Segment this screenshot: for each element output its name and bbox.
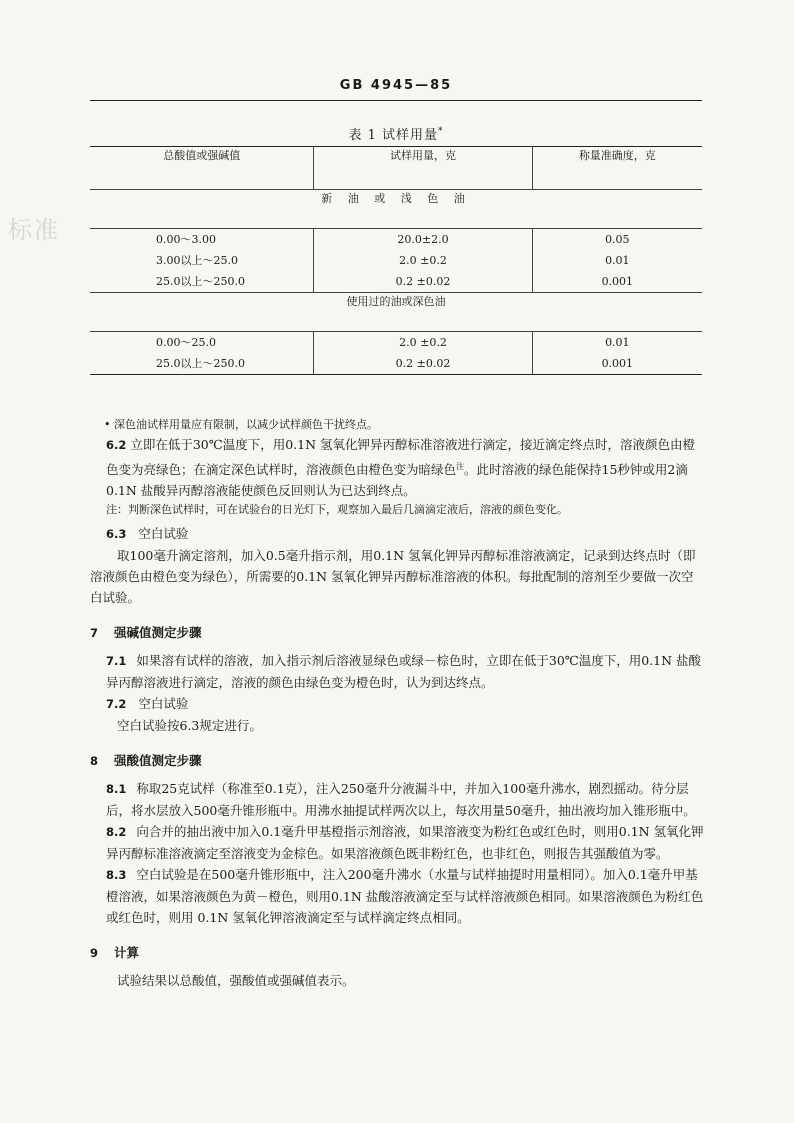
clause-title: 空白试验 <box>138 526 189 542</box>
paragraph-text: 称取25克试样（称准至0.1克），注入250毫升分液漏斗中，并加入100毫升沸水，剧烈摇动。待分层后，将水层放入500毫升锥形瓶中。用沸水抽提试样两次以上，每次用量50毫升，抽出液均加入锥形瓶中。 <box>106 781 696 819</box>
document-body <box>90 416 704 991</box>
section-9-heading <box>90 942 704 964</box>
section-title: 计算 <box>114 945 140 961</box>
paragraph-text: 向合并的抽出液中加入0.1毫升甲基橙指示剂溶液，如果溶液变为粉红色或红色时，则用0.1N 氢氧化钾异丙醇标准溶液滴定至溶液变为金棕色。如果溶液颜色既非粉红色，也非红色，则报告其强酸值为零。 <box>106 824 704 862</box>
clause-number: 7.2 <box>106 697 127 712</box>
clause-7-2-heading <box>90 693 704 715</box>
table-cell <box>314 332 532 375</box>
section-8-heading <box>90 750 704 772</box>
section-title: 强碱值测定步骤 <box>114 625 202 641</box>
column-header: 总酸值或强碱值 <box>90 147 314 190</box>
table-title-mark: * <box>438 126 444 137</box>
clause-number: 7.1 <box>106 654 127 669</box>
clause-number: 8.3 <box>106 868 127 883</box>
table-row <box>90 229 702 293</box>
side-watermark: 标准 <box>8 216 60 244</box>
table-row <box>90 332 702 375</box>
cell-value: 0.001 <box>601 275 634 288</box>
paragraph-6-3: 取100毫升滴定溶剂，加入0.5毫升指示剂，用0.1N 氢氧化钾异丙醇标准溶液滴定，记录到达终点时（即溶液颜色由橙色变为绿色），所需要的0.1N 氢氧化钾异丙醇标准溶液的体积。每批配制的溶剂至少要做一次空白试验。 <box>90 548 696 606</box>
paragraph-text: 如果溶有试样的溶液，加入指示剂后溶液显绿色或绿－棕色时，立即在低于30℃温度下，用0.1N 盐酸异丙醇溶液进行滴定，溶液的颜色由绿色变为橙色时，认为到达终点。 <box>106 653 702 691</box>
clause-title: 空白试验 <box>138 696 189 712</box>
section-title: 强酸值测定步骤 <box>114 753 202 769</box>
cell-value: 0.2 ±0.02 <box>395 275 451 288</box>
column-header: 试样用量，克 <box>314 147 532 190</box>
section-label: 使用过的油或深色油 <box>90 293 702 332</box>
table-section-row <box>90 190 702 229</box>
cell-value: 20.0±2.0 <box>397 233 449 246</box>
section-label: 新 油 或 浅 色 油 <box>90 190 702 229</box>
table-cell <box>90 332 314 375</box>
note-6-2: 注：判断深色试样时，可在试验台的日光灯下，观察加入最后几滴滴定液后，溶液的颜色变化。 <box>106 503 568 517</box>
paragraph-text: 立即在低于30℃温度下，用0.1N 氢氧化钾异丙醇标准溶液进行滴定，接近滴定终点时，溶液颜色由橙色变为亮绿色；在滴定深色试样时，溶液颜色由橙色变为暗绿色 <box>106 437 696 478</box>
cell-value: 0.01 <box>605 254 630 267</box>
table-title-text: 表 1 试样用量 <box>348 128 439 143</box>
standard-header: GB 4945—85 <box>339 78 453 93</box>
sample-amount-table <box>90 146 702 375</box>
column-header: 称量准确度，克 <box>532 147 702 190</box>
cell-value: 2.0 ±0.2 <box>399 336 447 349</box>
table-header-row <box>90 147 702 190</box>
clause-6-3-heading <box>90 523 704 545</box>
table-cell <box>532 332 702 375</box>
clause-number: 6.3 <box>106 527 127 542</box>
note-mark: 注 <box>456 462 465 471</box>
header-rule <box>90 100 702 101</box>
table-cell <box>532 229 702 293</box>
clause-number: 8.1 <box>106 782 127 797</box>
clause-number: 6.2 <box>106 438 127 452</box>
paragraph-6-2 <box>90 434 704 501</box>
section-7-heading <box>90 622 704 644</box>
paragraph-text: 。此时溶液的绿色能保持15秒钟或用2滴0.1N 盐酸异丙醇溶液能使颜色反回则认为已达到终点。 <box>106 462 688 499</box>
cell-value: 0.001 <box>601 357 634 370</box>
paragraph-8-1 <box>90 778 704 821</box>
spacer <box>90 608 704 614</box>
table-cell <box>314 229 532 293</box>
cell-value: 0.01 <box>605 336 630 349</box>
paragraph-7-1 <box>90 650 704 693</box>
table-footnote: • 深色油试样用量应有限制，以减少试样颜色干扰终点。 <box>104 418 378 431</box>
table-cell <box>90 229 314 293</box>
paragraph-7-2: 空白试验按6.3规定进行。 <box>117 718 262 734</box>
table-title <box>90 124 702 143</box>
spacer <box>90 928 704 934</box>
cell-value: 0.00～3.00 <box>156 233 216 246</box>
paragraph-text: 空白试验是在500毫升锥形瓶中，注入200毫升沸水（水量与试样抽提时用量相同）。加入0.1毫升甲基橙溶液，如果溶液颜色为黄－橙色，则用0.1N 盐酸溶液滴定至与试样溶液颜色相同。如果溶液颜色为粉红色或红色时，则用 0.1N 氢氧化钾溶液滴定至与试样滴定终点相同。 <box>106 867 704 926</box>
table-section-row <box>90 293 702 332</box>
cell-value: 0.05 <box>605 233 630 246</box>
clause-number: 8.2 <box>106 825 127 840</box>
paragraph-8-2 <box>90 821 704 864</box>
cell-value: 2.0 ±0.2 <box>399 254 447 267</box>
paragraph-8-3 <box>90 864 704 928</box>
spacer <box>90 736 704 742</box>
cell-value: 25.0以上～250.0 <box>156 275 245 288</box>
section-number: 8 <box>90 754 99 769</box>
paragraph-9: 试验结果以总酸值，强酸值或强碱值表示。 <box>117 973 355 989</box>
section-number: 7 <box>90 626 99 641</box>
cell-value: 25.0以上～250.0 <box>156 357 245 370</box>
section-number: 9 <box>90 946 99 961</box>
cell-value: 0.2 ±0.02 <box>395 357 451 370</box>
cell-value: 3.00以上～25.0 <box>156 254 238 267</box>
cell-value: 0.00～25.0 <box>156 336 216 349</box>
